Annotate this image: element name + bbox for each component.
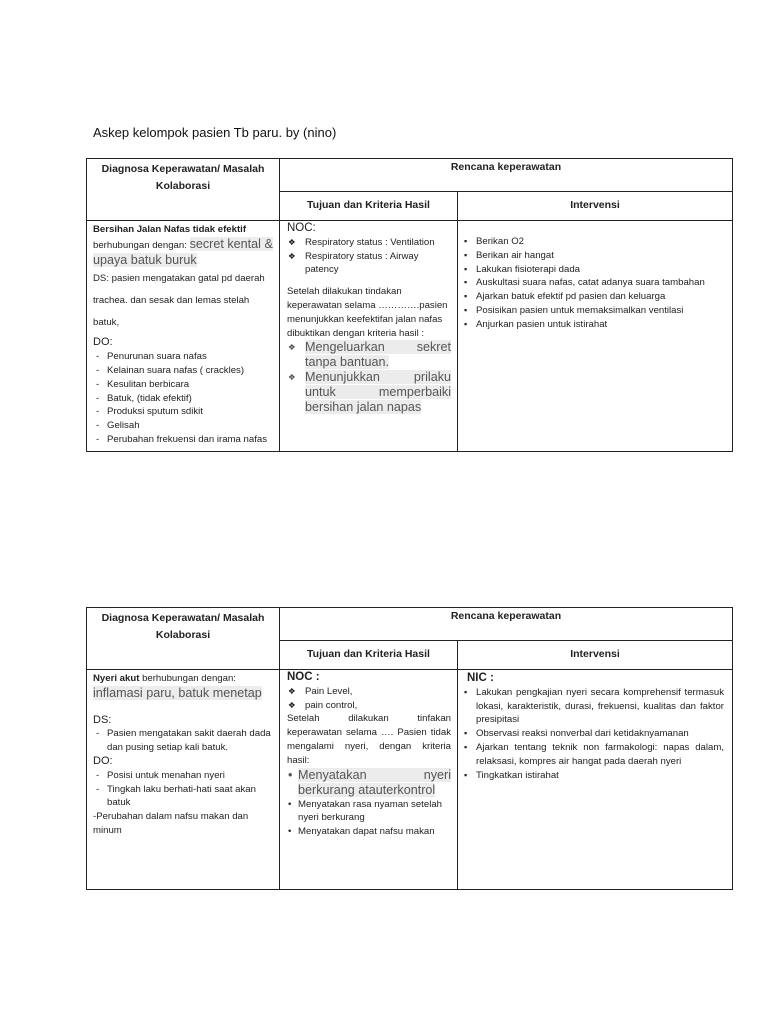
criteria-list xyxy=(287,340,451,415)
ds-text: DS: pasien mengatakan gatal pd daerah trachea. dan sesak dan lemas stelah batuk, xyxy=(93,273,265,329)
noc-label: NOC: xyxy=(287,222,316,234)
care-plan-table-2 xyxy=(86,607,733,890)
diagnosis-relation: berhubungan dengan: xyxy=(93,239,187,251)
criteria-list xyxy=(287,768,451,839)
intervention-item: ▪ Anjurkan pasien untuk istirahat xyxy=(463,318,724,332)
document-title: Askep kelompok pasien Tb paru. by (nino) xyxy=(93,125,337,140)
intervention-item: ▪ Berikan O2 xyxy=(463,235,724,249)
do-item: - Kelainan suara nafas ( crackles) xyxy=(93,364,275,378)
criteria-item: Menunjukkan prilaku untuk memperbaiki bersihan jalan napas xyxy=(305,370,451,415)
intervention-item: ▪ Ajarkan batuk efektif pd pasien dan keluarga xyxy=(463,290,724,304)
diagnosis-cause: inflamasi paru, batuk menetap xyxy=(93,685,262,700)
do-item: - Tingkah laku berhati-hati saat akan batuk xyxy=(93,783,275,811)
do-label: DO: xyxy=(93,754,113,767)
diagnosis-cause: secret kental & upaya batuk buruk xyxy=(93,236,273,267)
do-item: - Kesulitan berbicara xyxy=(93,378,275,392)
header-diagnosa: Diagnosa Keperawatan/ Masalah Kolaborasi xyxy=(87,159,280,221)
noc-item: ❖ Pain Level, xyxy=(287,685,451,699)
criteria-item: • Menyatakan dapat nafsu makan xyxy=(287,825,451,839)
noc-list xyxy=(287,685,451,713)
intervention-item: ▪ Tingkatkan istirahat xyxy=(463,769,724,783)
care-plan-table-1 xyxy=(86,158,733,452)
tujuan-cell xyxy=(280,670,458,890)
intervention-item: ▪ Auskultasi suara nafas, catat adanya suara tambahan xyxy=(463,276,724,290)
header-intervensi: Intervensi xyxy=(458,192,733,221)
intervention-list xyxy=(463,686,724,783)
intervensi-cell xyxy=(458,221,733,452)
diagnosis-title: Bersihan Jalan Nafas tidak efektif xyxy=(93,224,247,235)
intervention-item: ▪ Lakukan pengkajian nyeri secara komprehensif termasuk lokasi, karakteristik, durasi, frekuensi, kualitas dan faktor presipitasi xyxy=(463,686,724,727)
noc-label: NOC : xyxy=(287,671,320,683)
ds-list xyxy=(93,727,275,755)
criteria-item-main: Menyatakan nyeri berkurang atauterkontrol xyxy=(298,767,451,797)
criteria-item: • Menyatakan rasa nyaman setelah nyeri berkurang xyxy=(287,798,451,826)
header-rencana: Rencana keperawatan xyxy=(280,608,733,641)
intervention-list xyxy=(463,235,724,332)
criteria-intro: Setelah dilakukan tinfakan keperawatan selama …. Pasien tidak mengalami nyeri, dengan kriteria hasil: xyxy=(287,713,451,766)
diagnosis-cell xyxy=(87,221,280,452)
diagnosis-title: Nyeri akut xyxy=(93,673,140,684)
tujuan-cell xyxy=(280,221,458,452)
do-list xyxy=(93,350,275,447)
noc-item: ❖ Respiratory status : Ventilation xyxy=(287,236,451,250)
header-rencana: Rencana keperawatan xyxy=(280,159,733,192)
noc-list xyxy=(287,236,451,277)
ds-item: - Pasien mengatakan sakit daerah dada dan pusing setiap kali batuk. xyxy=(93,727,275,755)
do-item: - Produksi sputum sdikit xyxy=(93,405,275,419)
ds-label: DS: xyxy=(93,713,112,726)
do-item: - Batuk, (tidak efektif) xyxy=(93,392,275,406)
noc-item: ❖ Respiratory status : Airway patency xyxy=(287,250,451,278)
criteria-intro: Setelah dilakukan tindakan keperawatan selama ………….pasien menunjukkan keefektifan jalan nafas dibuktikan dengan kriteria hasil : xyxy=(287,286,448,339)
do-item: - Posisi untuk menahan nyeri xyxy=(93,769,275,783)
header-diagnosa: Diagnosa Keperawatan/ Masalah Kolaborasi xyxy=(87,608,280,670)
do-item: - Perubahan frekuensi dan irama nafas xyxy=(93,433,275,447)
noc-item: ❖ pain control, xyxy=(287,699,451,713)
header-tujuan: Tujuan dan Kriteria Hasil xyxy=(280,641,458,670)
intervention-item: ▪ Ajarkan tentang teknik non farmakologi: napas dalam, relaksasi, kompres air hangat pada daerah nyeri xyxy=(463,741,724,769)
header-intervensi: Intervensi xyxy=(458,641,733,670)
diagnosis-cell xyxy=(87,670,280,890)
header-tujuan: Tujuan dan Kriteria Hasil xyxy=(280,192,458,221)
intervensi-cell xyxy=(458,670,733,890)
criteria-item: Mengeluarkan sekret tanpa bantuan. xyxy=(305,340,451,370)
nic-label: NIC : xyxy=(467,672,494,684)
diagnosis-relation: berhubungan dengan: xyxy=(142,673,236,684)
do-list xyxy=(93,769,275,810)
do-item: - Penurunan suara nafas xyxy=(93,350,275,364)
appetite-note: -Perubahan dalam nafsu makan dan minum xyxy=(93,811,249,836)
do-label: DO: xyxy=(93,336,113,349)
intervention-item: ▪ Observasi reaksi nonverbal dari ketidaknyamanan xyxy=(463,727,724,741)
intervention-item: ▪ Berikan air hangat xyxy=(463,249,724,263)
do-item: - Gelisah xyxy=(93,419,275,433)
intervention-item: ▪ Posisikan pasien untuk memaksimalkan ventilasi xyxy=(463,304,724,318)
intervention-item: ▪ Lakukan fisioterapi dada xyxy=(463,263,724,277)
